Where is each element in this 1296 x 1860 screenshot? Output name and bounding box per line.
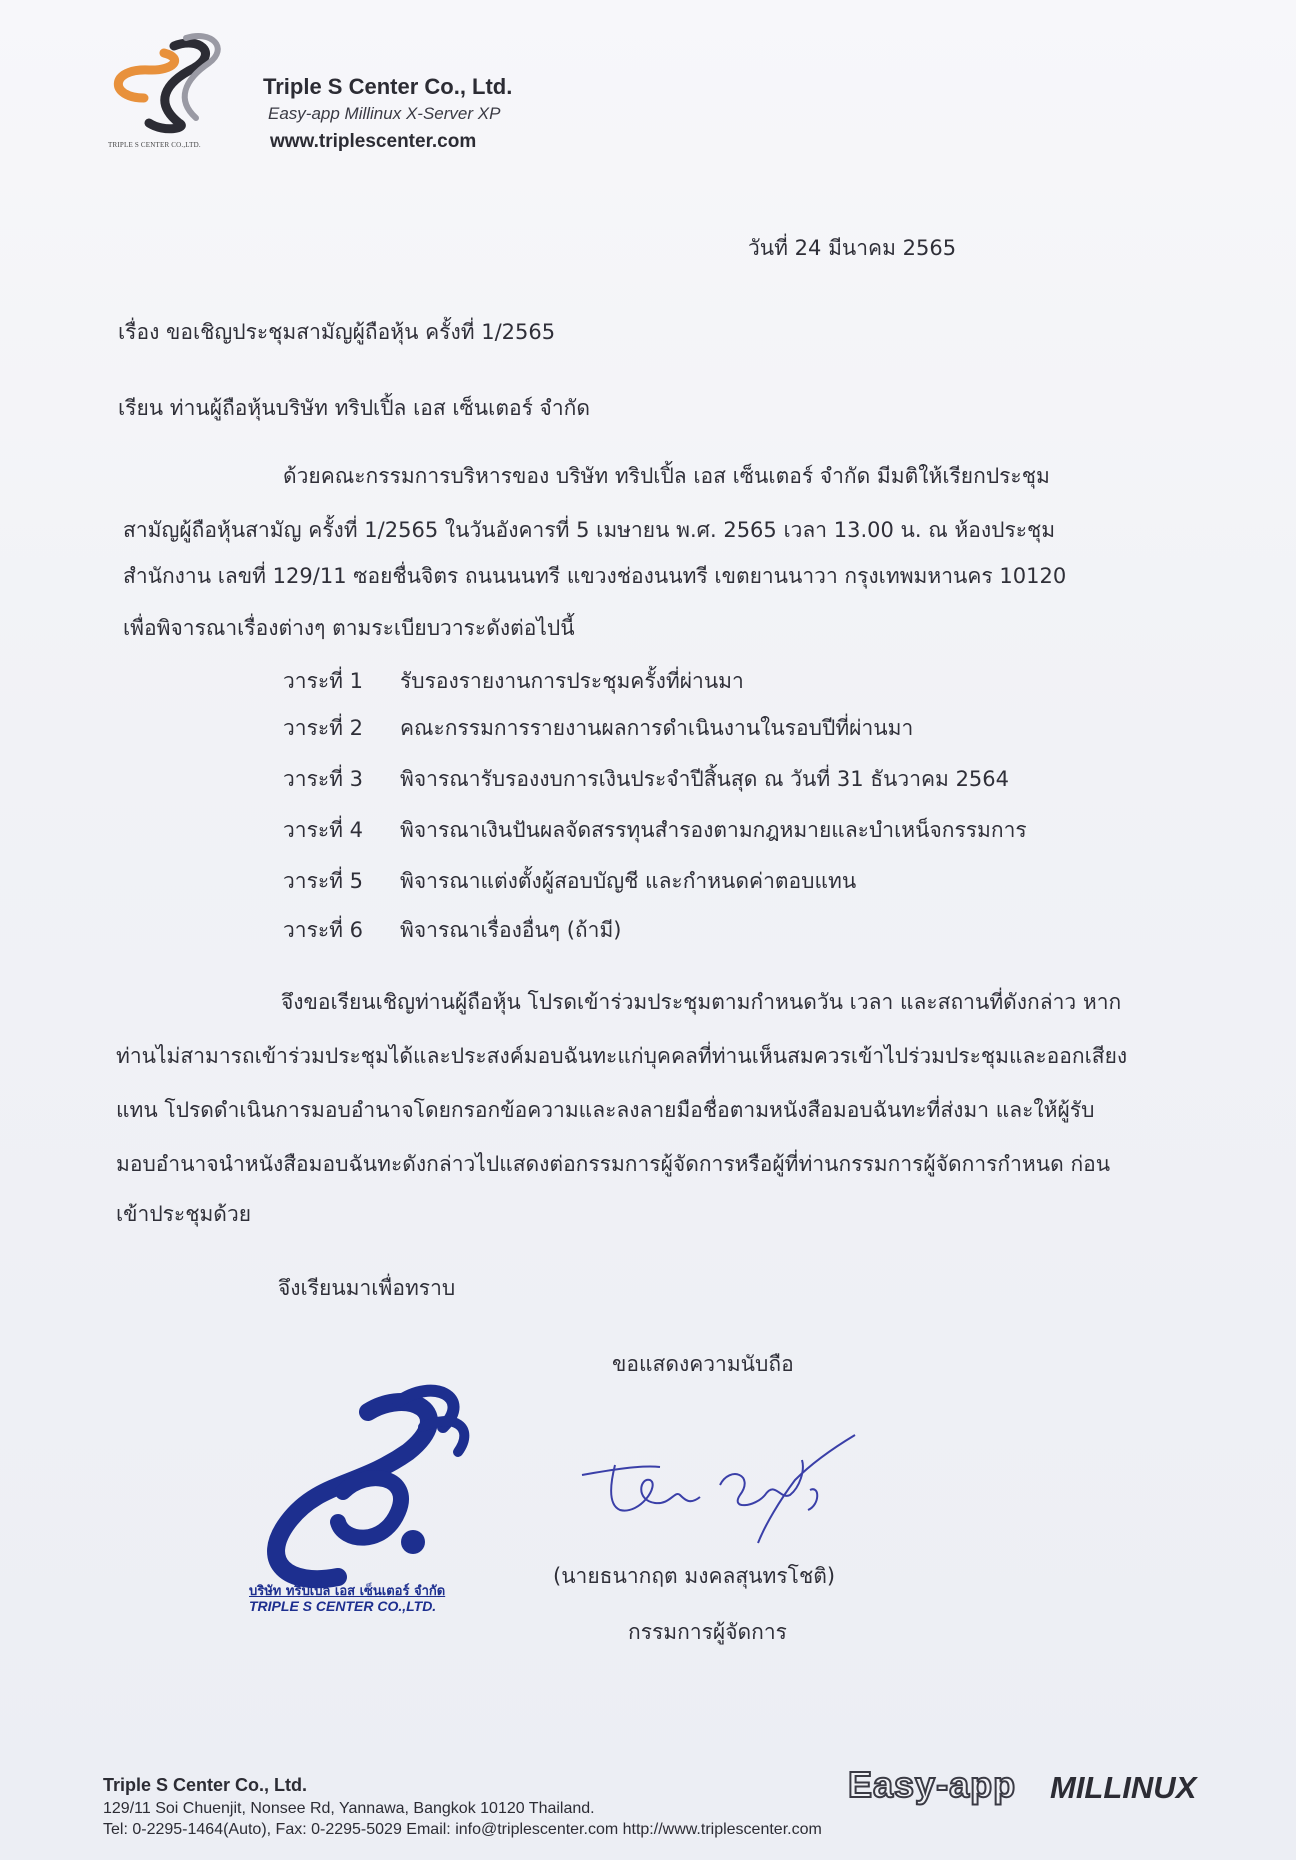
millinux-logo: MILLINUX	[1050, 1770, 1197, 1805]
intro-line: สำนักงาน เลขที่ 129/11 ซอยชื่นจิตร ถนนนนทรี แขวงช่องนนทรี เขตยานนาวา กรุงเทพมหานคร 10120	[123, 564, 1067, 588]
agenda-text: พิจารณาแต่งตั้งผู้สอบบัญชี และกำหนดค่าตอบแทน	[400, 869, 857, 893]
agenda-text: รับรองรายงานการประชุมครั้งที่ผ่านมา	[400, 669, 744, 693]
intro-line: เพื่อพิจารณาเรื่องต่างๆ ตามระเบียบวาระดังต่อไปนี้	[123, 616, 575, 640]
signer-name: (นายธนากฤต มงคลสุนทรโชติ)	[553, 1564, 836, 1588]
footer-company-name: Triple S Center Co., Ltd.	[103, 1775, 308, 1795]
footer-contact: Tel: 0-2295-1464(Auto), Fax: 0-2295-5029 Email: info@triplescenter.com http://www.triplescenter.com	[103, 1821, 822, 1838]
agenda-label: วาระที่ 6	[283, 918, 364, 942]
agenda-label: วาระที่ 1	[283, 669, 364, 693]
easy-app-logo: Easy-app	[848, 1764, 1017, 1805]
agenda-text: พิจารณาเงินปันผลจัดสรรทุนสำรองตามกฎหมายและบำเหน็จกรรมการ	[400, 818, 1027, 842]
logo-caption: TRIPLE S CENTER CO.,LTD.	[108, 141, 201, 149]
letter-date: วันที่ 24 มีนาคม 2565	[748, 236, 957, 260]
handwritten-signature-icon	[580, 1425, 860, 1555]
invite-line: มอบอำนาจนำหนังสือมอบฉันทะดังกล่าวไปแสดงต่อกรรมการผู้จัดการหรือผู้ที่ท่านกรรมการผู้จัดการกำหนด ก่อน	[116, 1152, 1111, 1176]
closing-text: จึงเรียนมาเพื่อทราบ	[278, 1276, 456, 1300]
agenda-text: พิจารณาเรื่องอื่นๆ (ถ้ามี)	[400, 918, 622, 942]
invite-line: จึงขอเรียนเชิญท่านผู้ถือหุ้น โปรดเข้าร่วมประชุมตามกำหนดวัน เวลา และสถานที่ดังกล่าว หาก	[281, 990, 1122, 1014]
agenda-text: คณะกรรมการรายงานผลการดำเนินงานในรอบปีที่ผ่านมา	[400, 716, 914, 740]
agenda-label: วาระที่ 4	[283, 818, 364, 842]
invite-line: แทน โปรดดำเนินการมอบอำนาจโดยกรอกข้อความและลงลายมือชื่อตามหนังสือมอบฉันทะที่ส่งมา และให้ผู้รับ	[116, 1098, 1095, 1122]
footer-address: 129/11 Soi Chuenjit, Nonsee Rd, Yannawa, Bangkok 10120 Thailand.	[103, 1800, 595, 1817]
agenda-label: วาระที่ 2	[283, 716, 364, 740]
letter-recipient: เรียน ท่านผู้ถือหุ้นบริษัท ทริปเปิ้ล เอส เซ็นเตอร์ จำกัด	[118, 396, 590, 420]
intro-line: ด้วยคณะกรรมการบริหารของ บริษัท ทริปเปิ้ล เอส เซ็นเตอร์ จำกัด มีมติให้เรียกประชุม	[283, 464, 1050, 488]
company-tagline: Easy-app Millinux X-Server XP	[268, 104, 501, 123]
invite-line: เข้าประชุมด้วย	[116, 1202, 252, 1226]
intro-line: สามัญผู้ถือหุ้นสามัญ ครั้งที่ 1/2565 ในวันอังคารที่ 5 เมษายน พ.ศ. 2565 เวลา 13.00 น. ณ ห้องประชุม	[123, 518, 1056, 542]
agenda-label: วาระที่ 3	[283, 767, 364, 791]
stamp-name-english: TRIPLE S CENTER CO.,LTD.	[249, 1598, 437, 1614]
agenda-label: วาระที่ 5	[283, 869, 364, 893]
signer-title: กรรมการผู้จัดการ	[628, 1620, 787, 1644]
regards-text: ขอแสดงความนับถือ	[612, 1352, 794, 1376]
company-logo-icon	[104, 28, 234, 138]
company-name: Triple S Center Co., Ltd.	[263, 74, 513, 99]
stamp-name-thai: บริษัท ทริปเปิ้ล เอส เซ็นเตอร์ จำกัด	[249, 1584, 446, 1599]
invite-line: ท่านไม่สามารถเข้าร่วมประชุมได้และประสงค์มอบฉันทะแก่บุคคลที่ท่านเห็นสมควรเข้าไปร่วมประชุมและออกเสียง	[116, 1044, 1128, 1068]
letter-subject: เรื่อง ขอเชิญประชุมสามัญผู้ถือหุ้น ครั้งที่ 1/2565	[118, 320, 556, 344]
company-website: www.triplescenter.com	[270, 131, 477, 152]
agenda-text: พิจารณารับรองงบการเงินประจำปีสิ้นสุด ณ วันที่ 31 ธันวาคม 2564	[400, 767, 1010, 791]
